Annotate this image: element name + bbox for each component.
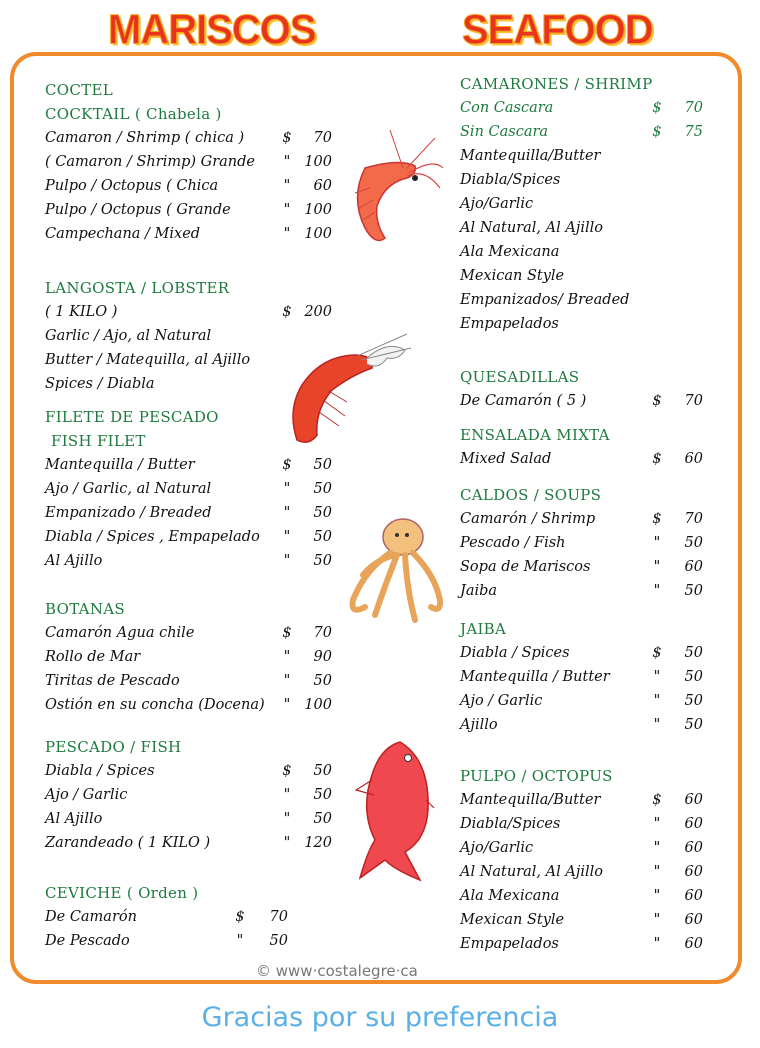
shrimp-illustration (345, 128, 445, 253)
menu-item (45, 525, 335, 549)
menu-item (460, 192, 710, 216)
menu-item (45, 759, 335, 783)
menu-item (45, 150, 335, 174)
item-name: ( 1 KILO ) (45, 304, 118, 320)
price-symbol: $ (652, 124, 662, 140)
item-name: Ostión en su concha (Docena) (45, 697, 265, 713)
item-price: 70 (684, 393, 703, 409)
price-symbol: " (653, 888, 661, 904)
menu-item (45, 669, 335, 693)
menu-item (460, 144, 710, 168)
item-name: Empanizado / Breaded (45, 505, 212, 521)
item-name: Diabla/Spices (460, 816, 561, 832)
menu-item (460, 908, 710, 932)
price-symbol: " (283, 154, 291, 170)
item-name: Mixed Salad (460, 451, 552, 467)
menu-item (460, 312, 710, 336)
item-price: 50 (269, 933, 288, 949)
price-symbol: " (653, 693, 661, 709)
section-heading: QUESADILLAS (460, 368, 580, 386)
item-price: 60 (684, 864, 703, 880)
menu-item (45, 929, 335, 953)
menu-item (460, 447, 710, 471)
price-symbol: $ (282, 763, 292, 779)
item-name: Pulpo / Octopus ( Chica (45, 178, 219, 194)
item-price: 50 (313, 529, 332, 545)
price-symbol: " (283, 505, 291, 521)
item-name: Al Ajillo (45, 553, 103, 569)
section-heading: LANGOSTA / LOBSTER (45, 279, 230, 297)
item-name: Butter / Matequilla, al Ajillo (45, 352, 251, 368)
price-symbol: " (283, 673, 291, 689)
price-symbol: $ (652, 393, 662, 409)
menu-item (460, 555, 710, 579)
price-symbol: " (283, 787, 291, 803)
item-price: 70 (269, 909, 288, 925)
right-section (460, 764, 710, 956)
section-heading: FISH FILET (51, 432, 146, 450)
fish-illustration (350, 740, 435, 885)
price-symbol: " (283, 178, 291, 194)
price-symbol: " (236, 933, 244, 949)
item-name: Pescado / Fish (460, 535, 566, 551)
price-symbol: " (283, 835, 291, 851)
right-section (460, 365, 710, 413)
price-symbol: $ (235, 909, 245, 925)
item-price: 60 (684, 888, 703, 904)
menu-item (460, 531, 710, 555)
item-price: 60 (684, 840, 703, 856)
menu-item (45, 905, 335, 929)
item-price: 50 (313, 457, 332, 473)
price-symbol: " (283, 697, 291, 713)
item-price: 50 (313, 763, 332, 779)
item-name: Ala Mexicana (460, 888, 560, 904)
item-name: Rollo de Mar (45, 649, 141, 665)
item-name: Diabla / Spices (45, 763, 155, 779)
item-name: Mantequilla / Butter (460, 669, 610, 685)
item-price: 50 (684, 669, 703, 685)
right-section (460, 617, 710, 737)
price-symbol: $ (652, 511, 662, 527)
item-price: 50 (313, 505, 332, 521)
menu-item (460, 713, 710, 737)
item-name: Tiritas de Pescado (45, 673, 180, 689)
menu-item (45, 477, 335, 501)
price-symbol: $ (652, 645, 662, 661)
price-symbol: $ (652, 100, 662, 116)
item-name: Sopa de Mariscos (460, 559, 591, 575)
menu-item (45, 783, 335, 807)
item-name: Camaron / Shrimp ( chica ) (45, 130, 245, 146)
item-name: Ajo/Garlic (460, 196, 534, 212)
item-price: 60 (684, 816, 703, 832)
price-symbol: " (653, 717, 661, 733)
item-price: 70 (684, 511, 703, 527)
right-section (460, 483, 710, 603)
menu-item (460, 884, 710, 908)
menu-item (460, 836, 710, 860)
price-symbol: " (653, 936, 661, 952)
item-name: Camarón Agua chile (45, 625, 195, 641)
menu-item (45, 126, 335, 150)
item-price: 50 (313, 481, 332, 497)
price-symbol: " (653, 912, 661, 928)
item-price: 50 (684, 583, 703, 599)
item-price: 100 (304, 154, 332, 170)
item-price: 200 (304, 304, 332, 320)
item-price: 60 (313, 178, 332, 194)
item-name: Garlic / Ajo, al Natural (45, 328, 212, 344)
item-name: Spices / Diabla (45, 376, 155, 392)
item-price: 70 (313, 130, 332, 146)
section-heading: JAIBA (460, 620, 507, 638)
price-symbol: $ (652, 792, 662, 808)
section-heading: ENSALADA MIXTA (460, 426, 610, 444)
item-name: Empanizados/ Breaded (460, 292, 630, 308)
section-heading: BOTANAS (45, 600, 125, 618)
section-heading: COCKTAIL ( Chabela ) (45, 105, 222, 123)
section-heading: PULPO / OCTOPUS (460, 767, 613, 785)
menu-item (45, 621, 335, 645)
item-name: Mantequilla/Butter (460, 148, 601, 164)
item-name: Diabla / Spices (460, 645, 570, 661)
item-name: Empapelados (460, 316, 559, 332)
item-price: 100 (304, 697, 332, 713)
price-symbol: $ (282, 625, 292, 641)
item-name: Diabla/Spices (460, 172, 561, 188)
left-section (45, 735, 335, 855)
item-name: De Camarón ( 5 ) (460, 393, 587, 409)
menu-item (460, 812, 710, 836)
item-price: 60 (684, 451, 703, 467)
item-price: 60 (684, 792, 703, 808)
menu-item (460, 389, 710, 413)
item-name: Mantequilla / Butter (45, 457, 195, 473)
menu-item (460, 507, 710, 531)
price-symbol: " (653, 559, 661, 575)
price-symbol: " (283, 649, 291, 665)
price-symbol: " (283, 529, 291, 545)
menu-item (460, 665, 710, 689)
item-name: Pulpo / Octopus ( Grande (45, 202, 231, 218)
item-name: Jaiba (460, 583, 498, 599)
item-price: 50 (684, 693, 703, 709)
item-name: Campechana / Mixed (45, 226, 201, 242)
item-price: 50 (684, 535, 703, 551)
item-price: 50 (313, 553, 332, 569)
price-symbol: " (653, 669, 661, 685)
menu-item (45, 807, 335, 831)
section-heading: FILETE DE PESCADO (45, 408, 219, 426)
price-symbol: " (653, 864, 661, 880)
price-symbol: " (283, 553, 291, 569)
item-name: Al Ajillo (45, 811, 103, 827)
item-name: Empapelados (460, 936, 559, 952)
price-symbol: " (653, 816, 661, 832)
menu-item (45, 831, 335, 855)
item-price: 50 (684, 717, 703, 733)
item-price: 50 (313, 811, 332, 827)
price-symbol: " (283, 226, 291, 242)
section-heading: COCTEL (45, 81, 113, 99)
thank-you-message: Gracias por su preferencia (201, 1002, 559, 1033)
price-symbol: " (283, 481, 291, 497)
menu-item (460, 216, 710, 240)
menu-item (45, 501, 335, 525)
right-section (460, 72, 710, 336)
item-name: Ajo/Garlic (460, 840, 534, 856)
item-price: 50 (684, 645, 703, 661)
left-section (45, 881, 335, 953)
item-name: Diabla / Spices , Empapelado (45, 529, 260, 545)
section-heading: CEVICHE ( Orden ) (45, 884, 199, 902)
item-name: Ajo / Garlic, al Natural (45, 481, 212, 497)
item-name: De Pescado (45, 933, 130, 949)
item-name: Ajo / Garlic (460, 693, 543, 709)
menu-item (45, 198, 335, 222)
menu-item (45, 453, 335, 477)
item-name: Con Cascara (460, 100, 554, 116)
item-name: Al Natural, Al Ajillo (460, 864, 603, 880)
menu-item (45, 645, 335, 669)
section-heading: PESCADO / FISH (45, 738, 182, 756)
item-price: 100 (304, 226, 332, 242)
menu-item (460, 641, 710, 665)
item-name: Ajo / Garlic (45, 787, 128, 803)
menu-item (45, 549, 335, 573)
menu-item (460, 579, 710, 603)
menu-title-english: SEAFOOD (462, 6, 653, 54)
price-symbol: $ (652, 451, 662, 467)
menu-item (45, 174, 335, 198)
item-name: Camarón / Shrimp (460, 511, 596, 527)
watermark: © www·costalegre·ca (256, 962, 418, 980)
menu-item (45, 300, 335, 324)
menu-item (460, 168, 710, 192)
menu-item (460, 288, 710, 312)
menu-item (460, 264, 710, 288)
menu-item (460, 689, 710, 713)
left-section (45, 597, 335, 717)
left-section (45, 78, 335, 246)
item-price: 70 (684, 100, 703, 116)
item-name: Zarandeado ( 1 KILO ) (45, 835, 211, 851)
price-symbol: " (653, 535, 661, 551)
price-symbol: $ (282, 304, 292, 320)
price-symbol: $ (282, 457, 292, 473)
menu-item (460, 96, 710, 120)
price-symbol: " (283, 202, 291, 218)
menu-item (45, 222, 335, 246)
item-name: Al Natural, Al Ajillo (460, 220, 603, 236)
item-name: Sin Cascara (460, 124, 549, 140)
item-name: ( Camaron / Shrimp) Grande (45, 154, 256, 170)
price-symbol: " (653, 583, 661, 599)
price-symbol: " (283, 811, 291, 827)
item-price: 50 (313, 673, 332, 689)
item-name: Ala Mexicana (460, 244, 560, 260)
menu-item (45, 693, 335, 717)
item-price: 60 (684, 912, 703, 928)
item-name: De Camarón (45, 909, 137, 925)
item-price: 90 (313, 649, 332, 665)
right-section (460, 423, 710, 471)
item-name: Mantequilla/Butter (460, 792, 601, 808)
menu-item (460, 240, 710, 264)
menu-item (460, 120, 710, 144)
item-name: Mexican Style (460, 268, 565, 284)
item-price: 70 (313, 625, 332, 641)
item-price: 60 (684, 559, 703, 575)
item-price: 60 (684, 936, 703, 952)
item-name: Mexican Style (460, 912, 565, 928)
item-price: 100 (304, 202, 332, 218)
item-price: 75 (684, 124, 703, 140)
item-name: Ajillo (460, 717, 498, 733)
price-symbol: " (653, 840, 661, 856)
item-price: 120 (304, 835, 332, 851)
price-symbol: $ (282, 130, 292, 146)
item-price: 50 (313, 787, 332, 803)
section-heading: CAMARONES / SHRIMP (460, 75, 653, 93)
menu-item (460, 860, 710, 884)
lobster-illustration (287, 330, 412, 445)
section-heading: CALDOS / SOUPS (460, 486, 602, 504)
menu-item (460, 788, 710, 812)
octopus-illustration (345, 515, 445, 625)
menu-item (460, 932, 710, 956)
menu-title-spanish: MARISCOS (108, 6, 316, 54)
